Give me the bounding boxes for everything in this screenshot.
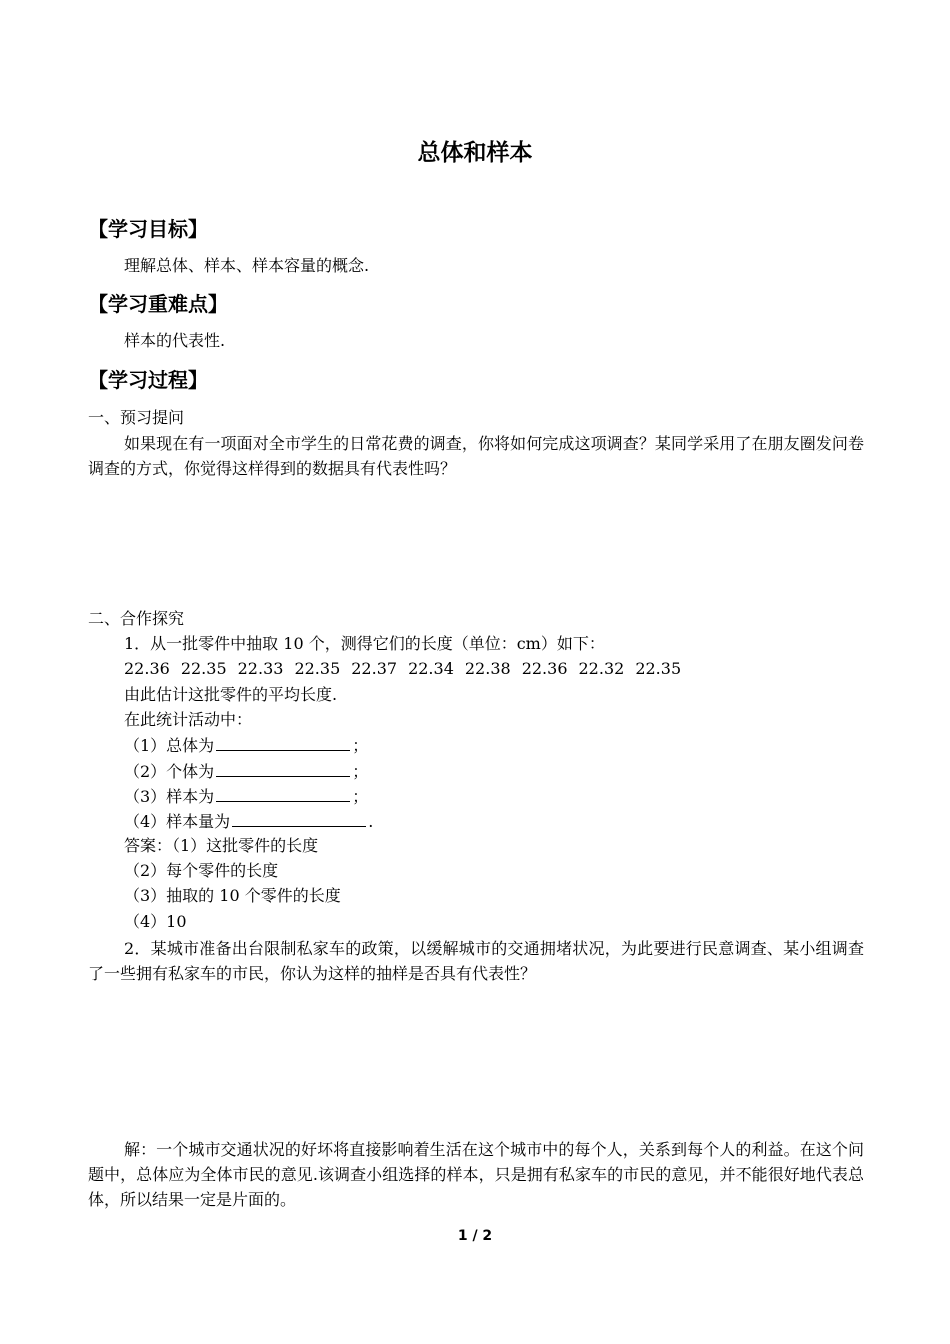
part1-paragraph: 如果现在有一项面对全市学生的日常花费的调查，你将如何完成这项调查？某同学采用了在朋友圈发问卷调查的方式，你觉得这样得到的数据具有代表性吗？ [88,434,864,478]
fill-blank-end: . [368,812,374,831]
goal-text: 理解总体、样本、样本容量的概念. [124,256,370,275]
question1-data-row [124,658,692,680]
data-value: 22.36 [124,659,170,678]
fill-blank-label: （1）总体为 [124,736,215,755]
section-heading-key-points: 【学习重难点】 [88,292,228,316]
fill-blank-label: （4）样本量为 [124,812,231,831]
data-value: 22.34 [408,659,454,678]
data-value: 22.35 [294,659,341,678]
fill-blank-label: （3）样本为 [124,787,215,806]
question1-text: 1．从一批零件中抽取 10 个，测得它们的长度（单位：cm）如下： [124,634,605,653]
fill-blank-item [124,810,373,833]
data-value: 22.35 [635,659,682,678]
answer-blank[interactable] [232,810,366,827]
fill-blank-end: ； [352,762,369,781]
question1-context: 在此统计活动中： [124,710,253,729]
fill-blank-item [124,734,368,757]
answer-blank[interactable] [216,785,350,802]
fill-blank-end: ； [352,736,369,755]
page-title: 总体和样本 [417,140,533,166]
fill-blank-item [124,760,368,783]
answer-line-3: （3）抽取的 10 个零件的长度 [124,886,341,905]
answer-line-4: （4）10 [124,912,187,931]
fill-blank-item [124,785,368,808]
page-number: 1 / 2 [457,1228,493,1244]
key-points-text: 样本的代表性. [124,331,226,350]
solution-paragraph: 解：一个城市交通状况的好坏将直接影响着生活在这个城市中的每个人，关系到每个人的利益。在这个问题中，总体应为全体市民的意见.该调查小组选择的样本，只是拥有私家车的市民的意见，并不能很好地代表总体，所以结果一定是片面的。 [88,1140,864,1209]
data-value: 22.36 [521,659,568,678]
section-heading-goal: 【学习目标】 [88,217,208,241]
data-value: 22.33 [237,659,284,678]
data-value: 22.32 [578,659,625,678]
answer-line-2: （2）每个零件的长度 [124,861,279,880]
question1-estimate: 由此估计这批零件的平均长度. [124,685,338,704]
answer-line-1: 答案：（1）这批零件的长度 [124,836,319,855]
fill-blank-end: ； [352,787,369,806]
section-heading-process: 【学习过程】 [88,368,208,392]
part1-title: 一、预习提问 [88,408,185,427]
question2-paragraph: 2．某城市准备出台限制私家车的政策，以缓解城市的交通拥堵状况，为此要进行民意调查、某小组调查了一些拥有私家车的市民，你认为这样的抽样是否具有代表性？ [88,939,864,983]
answer-blank[interactable] [216,760,350,777]
data-value: 22.37 [351,659,398,678]
fill-blank-label: （2）个体为 [124,762,215,781]
part2-title: 二、合作探究 [88,609,185,628]
data-value: 22.35 [180,659,227,678]
data-value: 22.38 [464,659,511,678]
answer-blank[interactable] [216,734,350,751]
